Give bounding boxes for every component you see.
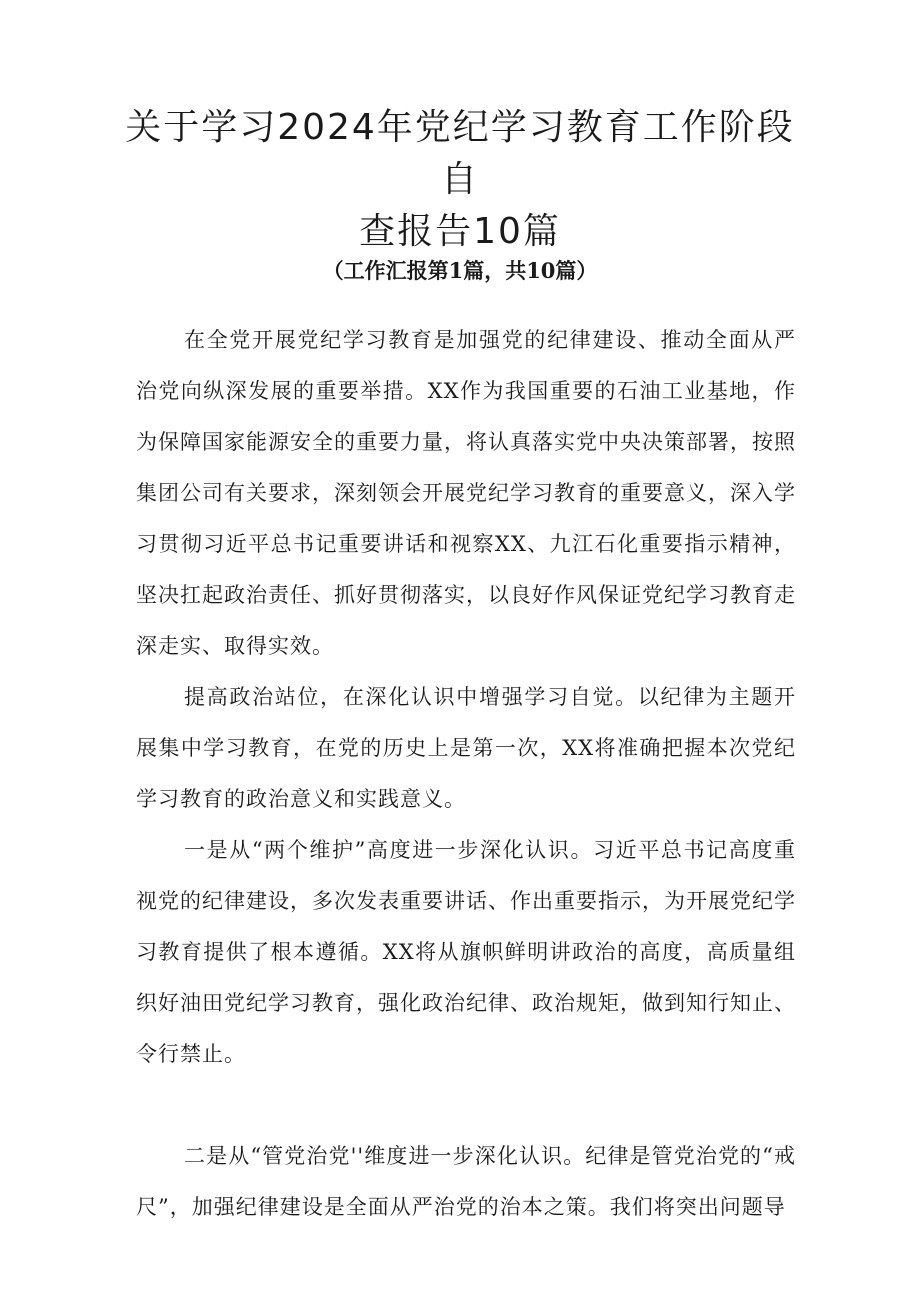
title-line-1: 关于学习2024年党纪学习教育工作阶段自 <box>125 107 795 200</box>
paragraph-4: 二是从“管党治党''维度进一步深化认识。纪律是管党治党的“戒尺”，加强纪律建设是全面从严治党的治本之策。我们将突出问题导 <box>136 1144 796 1219</box>
document-title <box>110 102 810 258</box>
paragraph-2: 提高政治站位，在深化认识中增强学习自觉。以纪律为主题开展集中学习教育，在党的历史上是第一次，XX将准确把握本次党纪学习教育的政治意义和实践意义。 <box>136 685 796 811</box>
paragraph-3: 一是从“两个维护”高度进一步深化认识。习近平总书记高度重视党的纪律建设，多次发表重要讲话、作出重要指示，为开展党纪学习教育提供了根本遵循。XX将从旗帜鲜明讲政治的高度，高质量组织好油田党纪学习教育，强化政治纪律、政治规矩，做到知行知止、令行禁止。 <box>136 838 796 1066</box>
title-line-2: 查报告10篇 <box>359 211 561 252</box>
document-subtitle: （工作汇报第1篇，共10篇） <box>322 258 598 283</box>
paragraph-1: 在全党开展党纪学习教育是加强党的纪律建设、推动全面从严治党向纵深发展的重要举措。XX作为我国重要的石油工业基地，作为保障国家能源安全的重要力量，将认真落实党中央决策部署，按照集团公司有关要求，深刻领会开展党纪学习教育的重要意义，深入学习贯彻习近平总书记重要讲话和视察XX、九江石化重要指示精神，坚决扛起政治责任、抓好贯彻落实，以良好作风保证党纪学习教育走深走实、取得实效。 <box>136 328 796 658</box>
